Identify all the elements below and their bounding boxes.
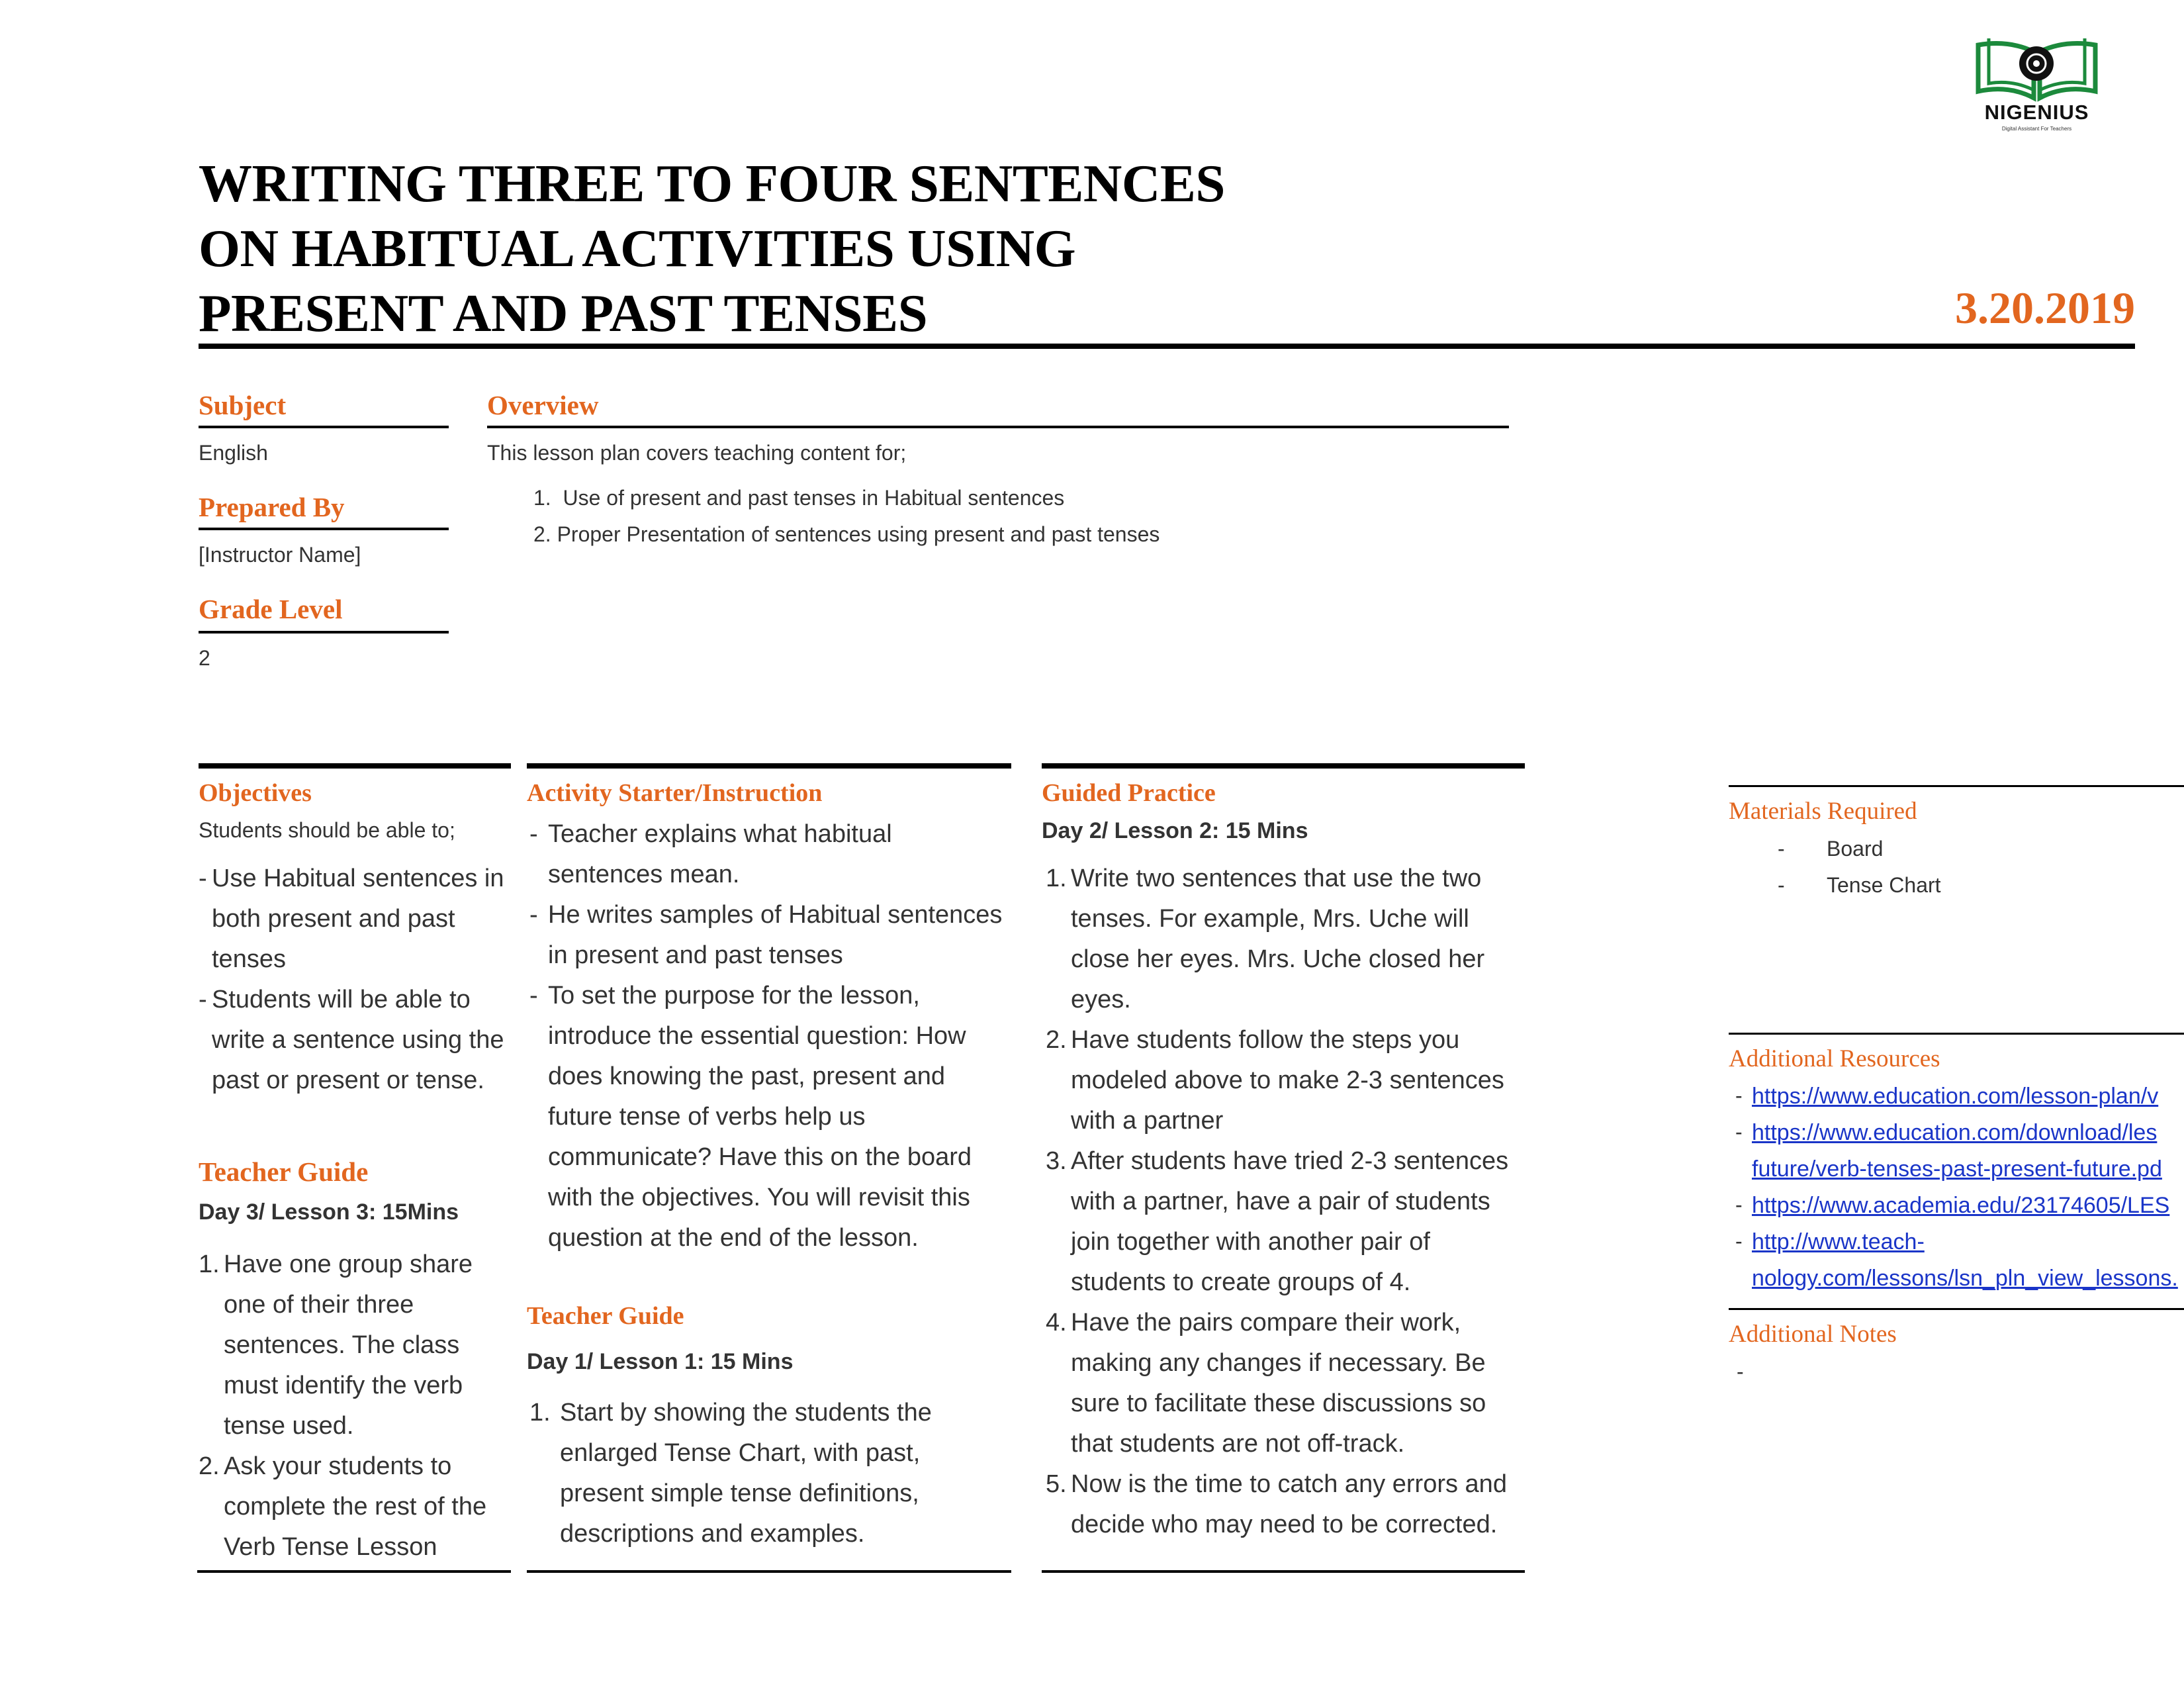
overview-item-text: Proper Presentation of sentences using present and past tenses (557, 522, 1160, 546)
overview-rule (487, 426, 1509, 428)
list-item (529, 814, 1013, 895)
activity-text: To set the purpose for the lesson, introduce the essential question: How does knowing the past, present and future tense of verbs help us communicate? Have this on the board with the objectives. You will revisit this question at the end of the lesson. (548, 982, 972, 1252)
list-item (199, 1446, 510, 1568)
list-number: 1. (1046, 865, 1067, 892)
material-text: Tense Chart (1827, 873, 1941, 897)
overview-item-num: 1. (533, 486, 551, 510)
list-number: 5. (1046, 1470, 1067, 1498)
guide-text: Start by showing the students the enlarged Tense Chart, with past, present simple tense definitions, descriptions and examples. (560, 1399, 932, 1548)
resource-dash: - (1735, 1193, 1743, 1217)
activity-text: He writes samples of Habitual sentences in present and past tenses (548, 901, 1003, 969)
prepared-by-rule (199, 528, 449, 530)
activity-bottom-rule (527, 1570, 1011, 1573)
dash-marker: - (1778, 873, 1785, 897)
notes-label: Additional Notes (1729, 1321, 1897, 1348)
materials-item (1778, 873, 1941, 898)
dash-marker: - (529, 820, 538, 848)
resource-link[interactable]: https://www.education.com/download/les (1752, 1120, 2158, 1145)
resource-link-continued[interactable]: future/verb-tenses-past-present-future.pd (1752, 1156, 2162, 1182)
overview-intro: This lesson plan covers teaching content for; (487, 441, 907, 465)
title-line-3: PRESENT AND PAST TENSES (199, 283, 928, 343)
list-number: 4. (1046, 1309, 1067, 1336)
list-number: 1. (199, 1250, 220, 1278)
teacher-guide-3-list (199, 1244, 510, 1568)
guided-practice-sub: Day 2/ Lesson 2: 15 Mins (1042, 818, 1308, 843)
activity-text: Teacher explains what habitual sentences mean. (548, 820, 892, 888)
activity-top-rule (527, 763, 1011, 769)
subject-rule (199, 426, 449, 428)
practice-text: Write two sentences that use the two tenses. For example, Mrs. Uche will close her eyes. Mrs. Uche closed her eyes. (1071, 865, 1485, 1013)
dash-marker: - (199, 986, 207, 1013)
materials-item (1778, 837, 1884, 861)
list-number: 2. (1046, 1026, 1067, 1054)
guide-text: Have one group share one of their three sentences. The class must identify the verb tense used. (224, 1250, 473, 1440)
objectives-bottom-rule (197, 1570, 511, 1573)
prepared-by-label: Prepared By (199, 492, 345, 522)
objectives-label: Objectives (199, 779, 312, 807)
list-item (1046, 1303, 1525, 1464)
grade-level-label: Grade Level (199, 594, 343, 624)
list-number: 3. (1046, 1147, 1067, 1175)
resource-link[interactable]: http://www.teach- (1752, 1229, 1925, 1254)
notes-dash: - (1737, 1360, 1744, 1383)
overview-item-text: Use of present and past tenses in Habitual sentences (563, 486, 1065, 510)
list-item (529, 895, 1013, 976)
guided-bottom-rule (1042, 1570, 1525, 1573)
logo (1969, 32, 2105, 138)
overview-item (533, 486, 1064, 510)
lesson-date: 3.20.2019 (1955, 283, 2135, 333)
teacher-guide-1-list (529, 1393, 993, 1554)
grade-level-value: 2 (199, 646, 210, 670)
teacher-guide-1-sub: Day 1/ Lesson 1: 15 Mins (527, 1349, 794, 1374)
material-text: Board (1827, 837, 1884, 861)
objective-text: Use Habitual sentences in both present and past tenses (212, 865, 504, 973)
guided-practice-list (1046, 859, 1525, 1545)
overview-label: Overview (487, 390, 599, 420)
resources-top-rule (1729, 1033, 2184, 1035)
resource-link[interactable]: https://www.academia.edu/23174605/LES (1752, 1193, 2170, 1218)
list-item (1046, 1141, 1525, 1303)
dash-marker: - (199, 865, 207, 892)
guided-practice-label: Guided Practice (1042, 779, 1216, 807)
materials-top-rule (1729, 785, 2184, 787)
list-item (1046, 1020, 1525, 1141)
objectives-intro: Students should be able to; (199, 818, 455, 842)
notes-top-rule (1729, 1308, 2184, 1310)
resource-dash: - (1735, 1120, 1743, 1144)
activity-list (529, 814, 1013, 1258)
practice-text: After students have tried 2-3 sentences with a partner, have a pair of students join together with another pair of students to create groups of 4. (1071, 1147, 1509, 1296)
prepared-by-value: [Instructor Name] (199, 543, 361, 567)
overview-item (533, 522, 1160, 547)
dash-marker: - (1778, 837, 1785, 861)
practice-text: Now is the time to catch any errors and decide who may need to be corrected. (1071, 1470, 1507, 1538)
resource-dash: - (1735, 1229, 1743, 1253)
title-line-1: WRITING THREE TO FOUR SENTENCES (199, 154, 1225, 213)
teacher-guide-3-sub: Day 3/ Lesson 3: 15Mins (199, 1199, 459, 1225)
list-item (199, 859, 516, 980)
dash-marker: - (529, 901, 538, 929)
practice-text: Have students follow the steps you modeled above to make 2-3 sentences with a partner (1071, 1026, 1504, 1135)
list-number: 1. (529, 1399, 551, 1427)
materials-label: Materials Required (1729, 798, 1917, 825)
teacher-guide-1-label: Teacher Guide (527, 1302, 684, 1330)
resource-dash: - (1735, 1084, 1743, 1107)
book-logo-icon (1969, 32, 2105, 105)
dash-marker: - (529, 982, 538, 1009)
resource-link-continued[interactable]: nology.com/lessons/lsn_pln_view_lessons. (1752, 1266, 2178, 1291)
resources-label: Additional Resources (1729, 1045, 1940, 1072)
list-item (529, 1393, 993, 1554)
subject-label: Subject (199, 390, 287, 420)
title-rule (199, 344, 2135, 349)
practice-text: Have the pairs compare their work, making any changes if necessary. Be sure to facilitate these discussions so that students are not off-track. (1071, 1309, 1486, 1458)
list-item (199, 1244, 510, 1446)
overview-item-num: 2. (533, 522, 551, 546)
resource-link[interactable]: https://www.education.com/lesson-plan/v (1752, 1084, 2159, 1109)
logo-name: NIGENIUS (1984, 101, 2089, 124)
guided-top-rule (1042, 763, 1525, 769)
logo-tagline: Digital Assistant For Teachers (2001, 126, 2072, 132)
objectives-list (199, 859, 516, 1101)
subject-value: English (199, 441, 268, 465)
list-item (529, 976, 1013, 1258)
title-line-2: ON HABITUAL ACTIVITIES USING (199, 218, 1076, 278)
guide-text: Ask your students to complete the rest of the Verb Tense Lesson (224, 1452, 487, 1561)
list-item (1046, 859, 1525, 1020)
activity-label: Activity Starter/Instruction (527, 779, 823, 807)
teacher-guide-3-label: Teacher Guide (199, 1156, 369, 1187)
objectives-top-rule (199, 763, 511, 769)
objective-text: Students will be able to write a sentence using the past or present or tense. (212, 986, 504, 1094)
grade-level-rule (199, 631, 449, 633)
list-item (199, 980, 516, 1101)
list-item (1046, 1464, 1525, 1545)
list-number: 2. (199, 1452, 220, 1480)
